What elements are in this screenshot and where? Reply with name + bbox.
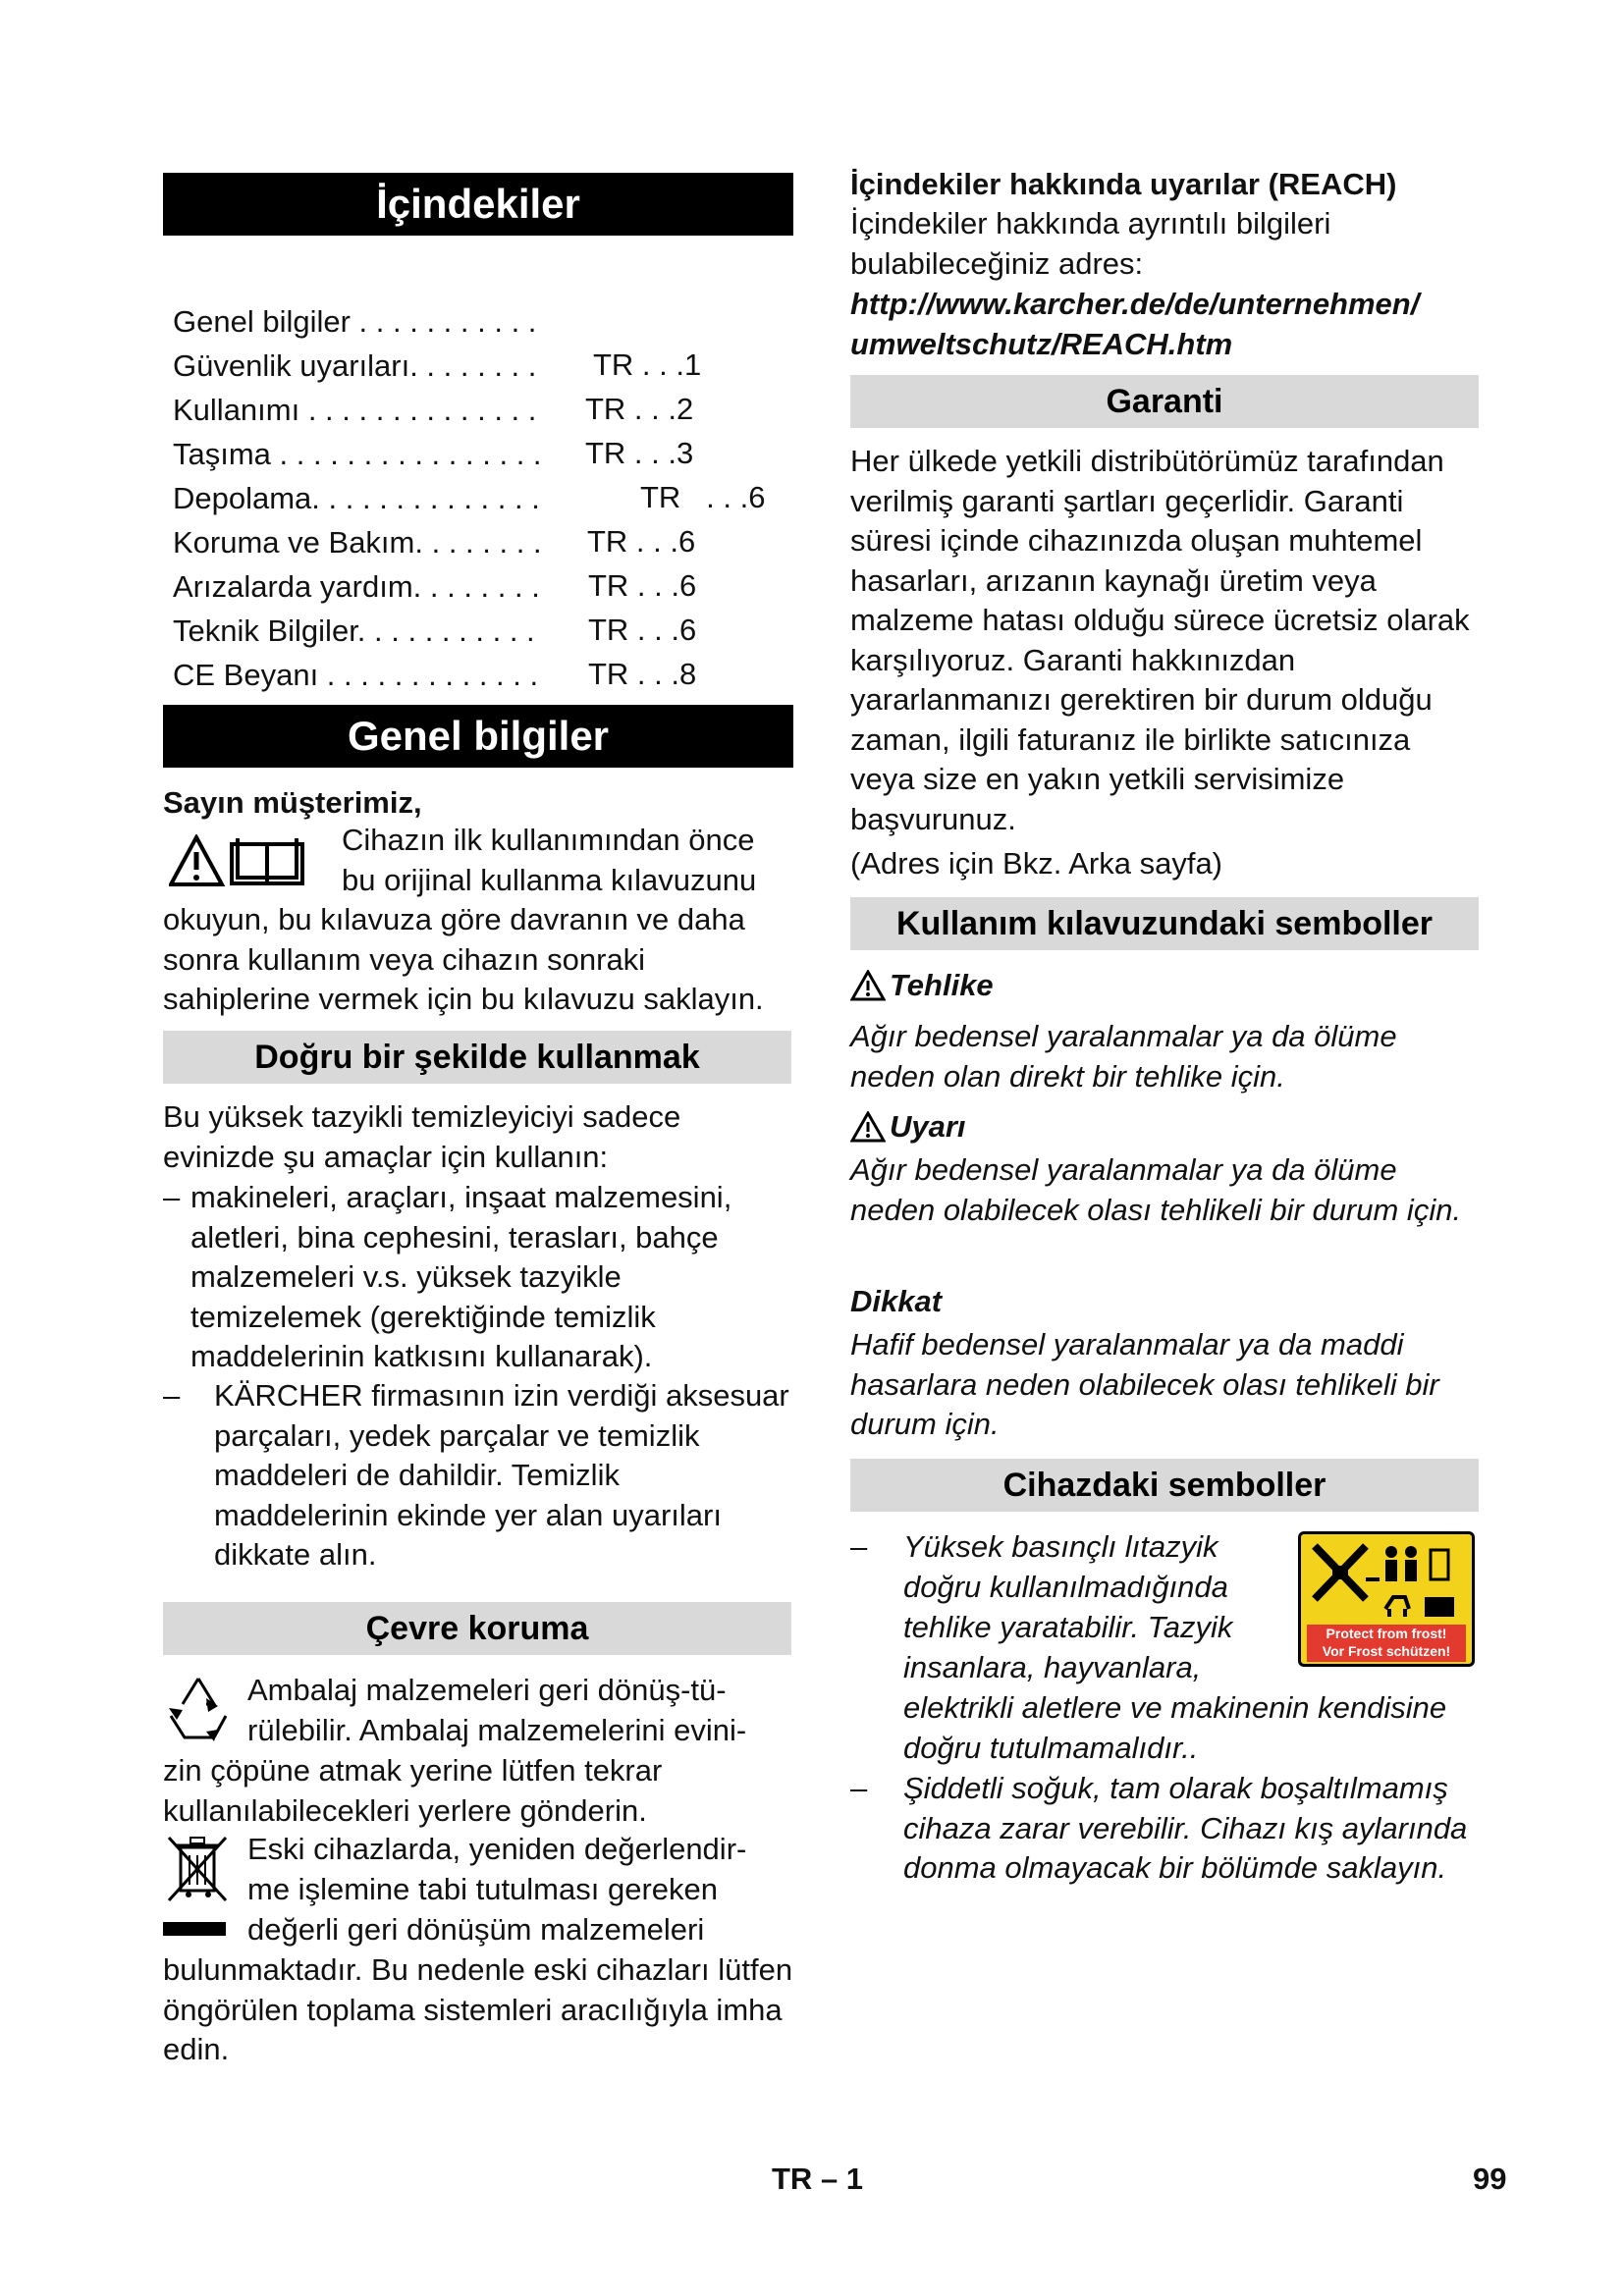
- toc-label: Teknik Bilgiler. . . . . . . . . . .: [173, 614, 535, 648]
- toc-page: TR . . .6: [587, 524, 696, 559]
- toc-page: TR . . .1: [593, 347, 702, 382]
- crossed-bin-icon: [163, 1834, 234, 1944]
- toc-page: TR . . .6: [588, 568, 697, 603]
- danger-text: Ağır bedensel yaralanmalar ya da ölüme neden olan direkt bir tehlike için.: [850, 1019, 1397, 1094]
- toc-page: TR . . .6: [640, 480, 766, 514]
- footer-section: TR: [772, 2162, 813, 2196]
- list-dash: –: [163, 1180, 181, 1214]
- toc-label: Genel bilgiler . . . . . . . . . . .: [173, 304, 537, 339]
- packaging-text: zin çöpüne atmak yerine lütfen tekrar kullanılabilecekleri yerlere gönderin.: [163, 1753, 663, 1828]
- toc-page: TR . . .2: [585, 392, 694, 426]
- old-device-line: değerli geri dönüşüm malzemeleri: [247, 1912, 705, 1947]
- old-device-line: Eski cihazlarda, yeniden değerlendir-: [247, 1832, 747, 1866]
- caution-label: Dikkat: [850, 1284, 943, 1318]
- page-number: 99: [1473, 2162, 1507, 2196]
- toc-page: TR . . .6: [588, 613, 697, 647]
- device-symbol-line: tehlike yaratabilir. Tazyik: [903, 1610, 1233, 1644]
- intro-text: okuyun, bu kılavuza göre davranın ve daha sonra kullanım veya cihazın sonraki sahiplerine vermek için bu kılavuzu saklayın.: [163, 902, 764, 1016]
- salutation: Sayın müşterimiz,: [163, 785, 422, 820]
- list-item: makineleri, araçları, inşaat malzemesini, aletleri, bina cephesini, terasları, bahçe malzemeleri v.s. yüksek tazyikle temizelemek (gerektiğinde temizlik maddelerinin katkısını kullanarak).: [190, 1180, 732, 1373]
- toc-label: Taşıma . . . . . . . . . . . . . . . .: [173, 437, 542, 471]
- footer-dash-page: – 1: [820, 2162, 864, 2196]
- device-symbol-text: Şiddetli soğuk, tam olarak boşaltılmamış cihaza zarar verebilir. Cihazı kış aylarında donma olmayacak bir bölümde saklayın.: [903, 1771, 1468, 1885]
- intro-line: bu orijinal kullanma kılavuzunu: [342, 863, 757, 897]
- list-item: KÄRCHER firmasının izin verdiği aksesuar parçaları, yedek parçalar ve temizlik maddeleri de dahildir. Temizlik maddelerinin ekinde yer alan uyarıları dikkate alın.: [214, 1378, 789, 1572]
- section-heading-device-symbols: Cihazdaki semboller: [850, 1459, 1479, 1512]
- recycle-icon: [163, 1673, 234, 1743]
- packaging-line: Ambalaj malzemeleri geri dönüş-tü-: [247, 1673, 727, 1707]
- old-device-text: bulunmaktadır. Bu nedenle eski cihazları lütfen öngörülen toplama sistemleri aracılığıyla imha edin.: [163, 1952, 793, 2066]
- warning-read-manual-icon: [169, 834, 306, 889]
- toc-label: Depolama. . . . . . . . . . . . . .: [173, 481, 540, 515]
- sticker-line: Protect from frost!: [1326, 1626, 1447, 1641]
- footer-section-label: [772, 2162, 863, 2197]
- device-symbol-line: Yüksek basınçlı lıtazyik: [903, 1529, 1218, 1564]
- toc-label: Güvenlik uyarıları. . . . . . . .: [173, 348, 537, 383]
- packaging-line: rülebilir. Ambalaj malzemelerini evini-: [247, 1713, 747, 1747]
- sticker-line: Vor Frost schützen!: [1322, 1643, 1451, 1659]
- old-device-line: me işlemine tabi tutulması gereken: [247, 1872, 719, 1906]
- warning-icon: [850, 1111, 886, 1143]
- device-symbol-line: insanlara, hayvanlara,: [903, 1650, 1202, 1684]
- list-dash: –: [850, 1771, 868, 1805]
- toc-label: Koruma ve Bakım. . . . . . . .: [173, 525, 542, 560]
- toc-heading: İçindekiler: [163, 173, 793, 236]
- caution-text: Hafif bedensel yaralanmalar ya da maddi hasarlara neden olabilecek olası tehlikeli bir durum için.: [850, 1327, 1439, 1441]
- frost-sticker-label: [1307, 1625, 1466, 1662]
- section-heading-proper-use: Doğru bir şekilde kullanmak: [163, 1031, 791, 1084]
- frost-warning-sticker: [1298, 1531, 1475, 1667]
- section-heading-environment: Çevre koruma: [163, 1602, 791, 1655]
- warning-label: Uyarı: [890, 1109, 966, 1144]
- list-dash: –: [163, 1378, 181, 1413]
- toc-page: TR . . .3: [585, 436, 694, 470]
- reach-link[interactable]: umweltschutz/REACH.htm: [850, 327, 1233, 361]
- proper-use-intro: Bu yüksek tazyikli temizleyiciyi sadece evinizde şu amaçlar için kullanın:: [163, 1099, 681, 1174]
- toc-label: Arızalarda yardım. . . . . . . .: [173, 569, 540, 604]
- section-heading-symbols: Kullanım kılavuzundaki semboller: [850, 897, 1479, 950]
- section-heading-general: Genel bilgiler: [163, 705, 793, 768]
- intro-line: Cihazın ilk kullanımından önce: [342, 823, 755, 857]
- no-spray-people-icon: [1307, 1540, 1468, 1623]
- device-symbol-line: doğru kullanılmadığında: [903, 1570, 1228, 1604]
- section-heading-warranty: Garanti: [850, 375, 1479, 428]
- device-symbol-text: elektrikli aletlere ve makinenin kendisine doğru tutulmamalıdır..: [903, 1690, 1447, 1765]
- list-dash: –: [850, 1529, 868, 1564]
- warranty-address: (Adres için Bkz. Arka sayfa): [850, 846, 1223, 881]
- reach-text: İçindekiler hakkında ayrıntılı bilgileri bulabileceğiniz adres:: [850, 206, 1331, 281]
- danger-warning-icon: [850, 970, 886, 1001]
- warranty-text: Her ülkede yetkili distribütörümüz tarafından verilmiş garanti şartları geçerlidir. Garanti süresi içinde cihazınızda oluşan muhtemel hasarları, arızanın kaynağı üretim veya malzeme hatası olduğu sürece ücretsiz olarak karşılıyoruz. Garanti hakkınızdan yararlanmanızı gerektiren bir durum olduğu zaman, ilgili faturanız ile birlikte satıcınıza veya size en yakın yetkili servisimize başvurunuz.: [850, 444, 1470, 836]
- toc-label: Kullanımı . . . . . . . . . . . . . .: [173, 393, 537, 427]
- toc-label: CE Beyanı . . . . . . . . . . . . .: [173, 658, 539, 692]
- toc-page: TR . . .8: [588, 657, 697, 691]
- reach-link[interactable]: http://www.karcher.de/de/unternehmen/: [850, 287, 1420, 321]
- danger-label: Tehlike: [890, 968, 994, 1002]
- reach-heading: İçindekiler hakkında uyarılar (REACH): [850, 167, 1397, 201]
- warning-text: Ağır bedensel yaralanmalar ya da ölüme neden olabilecek olası tehlikeli bir durum için.: [850, 1152, 1462, 1227]
